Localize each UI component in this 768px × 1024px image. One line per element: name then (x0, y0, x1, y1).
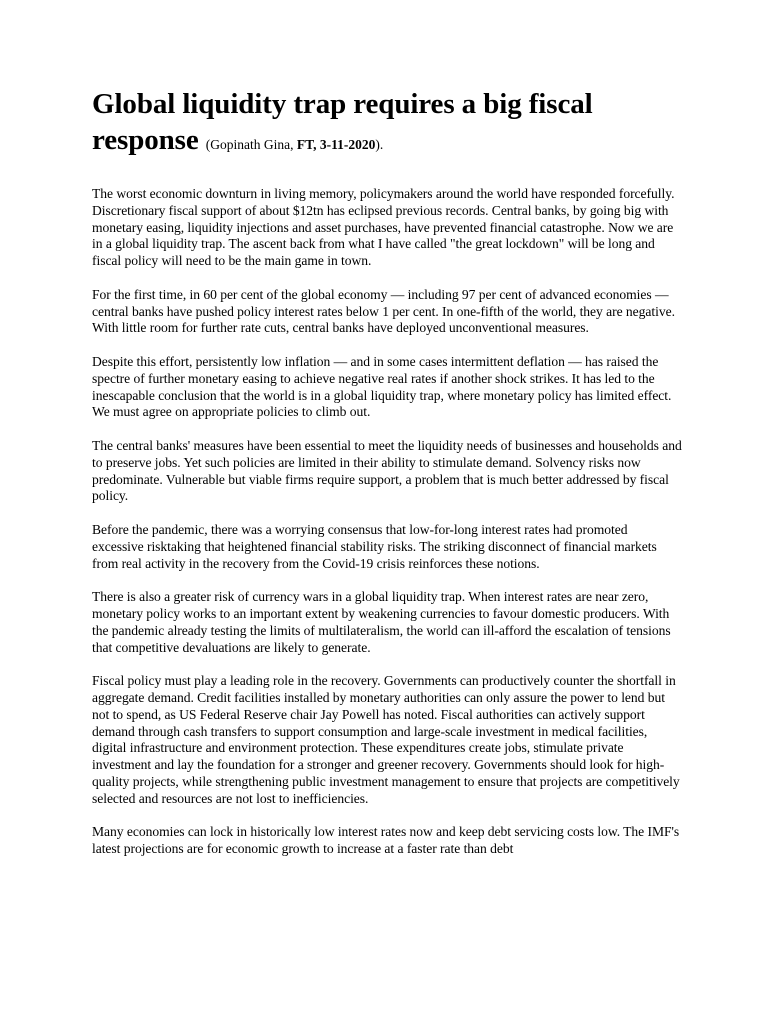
citation-period: . (379, 137, 384, 152)
article-title (92, 86, 682, 163)
paragraph-7: Fiscal policy must play a leading role in the recovery. Governments can productively counter the shortfall in aggregate demand. Credit facilities installed by monetary authorities can only assure the power to lend but not to spend, as US Federal Reserve chair Jay Powell has noted. Fiscal authorities can actively support demand through cash transfers to support consumption and large-scale investment in medical facilities, digital infrastructure and environment protection. These expenditures create jobs, stimulate private investment and lay the foundation for a stronger and greener recovery. Governments should look for high-quality projects, while strengthening public investment management to ensure that projects are competitively selected and resources are not lost to inefficiencies. (92, 673, 680, 806)
paragraph-4: The central banks' measures have been essential to meet the liquidity needs of businesses and households and to preserve jobs. Yet such policies are limited in their ability to stimulate demand. Solvency risks now predominate. Vulnerable but viable firms require support, a problem that is much better addressed by fiscal policy. (92, 437, 682, 504)
citation-open: ( (205, 137, 211, 152)
paragraph-3: Despite this effort, persistently low inflation — and in some cases intermittent deflation — has raised the spectre of further monetary easing to achieve negative real rates if another shock strikes. It has led to the inescapable conclusion that the world is in a global liquidity trap, where monetary policy has limited effect. We must agree on appropriate policies to climb out. (92, 353, 672, 420)
paragraph-1: The worst economic downturn in living memory, policymakers around the world have responded forcefully. Discretionary fiscal support of about $12tn has eclipsed previous records. Central banks, by going big with monetary easing, liquidity injections and asset purchases, have prevented financial catastrophe. Now we are in a global liquidity trap. The ascent back from what I have called "the great lockdown" will be long and fiscal policy will need to be the main game in town. (92, 186, 675, 269)
citation-source: FT, 3-11-2020 (296, 137, 376, 152)
citation-close: ) (375, 137, 380, 152)
paragraph-2: For the first time, in 60 per cent of the global economy — including 97 per cent of advanced economies — central banks have pushed policy interest rates below 1 per cent. In one-fifth of the world, they are negative. With little room for further rate cuts, central banks have deployed unconventional measures. (92, 286, 675, 336)
paragraph-5: Before the pandemic, there was a worrying consensus that low-for-long interest rates had promoted excessive risktaking that heightened financial stability risks. The striking disconnect of financial markets from real activity in the recovery from the Covid-19 crisis reinforces these notions. (92, 521, 657, 571)
paragraph-6: There is also a greater risk of currency wars in a global liquidity trap. When interest rates are near zero, monetary policy works to an important extent by weakening currencies to favour domestic producers. With the pandemic already testing the limits of multilateralism, the world can ill-afford the escalation of tensions that competitive devaluations are likely to generate. (92, 589, 671, 655)
document-page (92, 86, 682, 875)
citation-author: Gopinath Gina, (210, 137, 297, 152)
paragraph-8: Many economies can lock in historically low interest rates now and keep debt servicing costs low. The IMF's latest projections are for economic growth to increase at a faster rate than debt (92, 824, 680, 857)
article-title-text: Global liquidity trap requires a big fiscal response (92, 88, 593, 156)
article-citation (206, 137, 384, 152)
article-body (92, 186, 682, 858)
